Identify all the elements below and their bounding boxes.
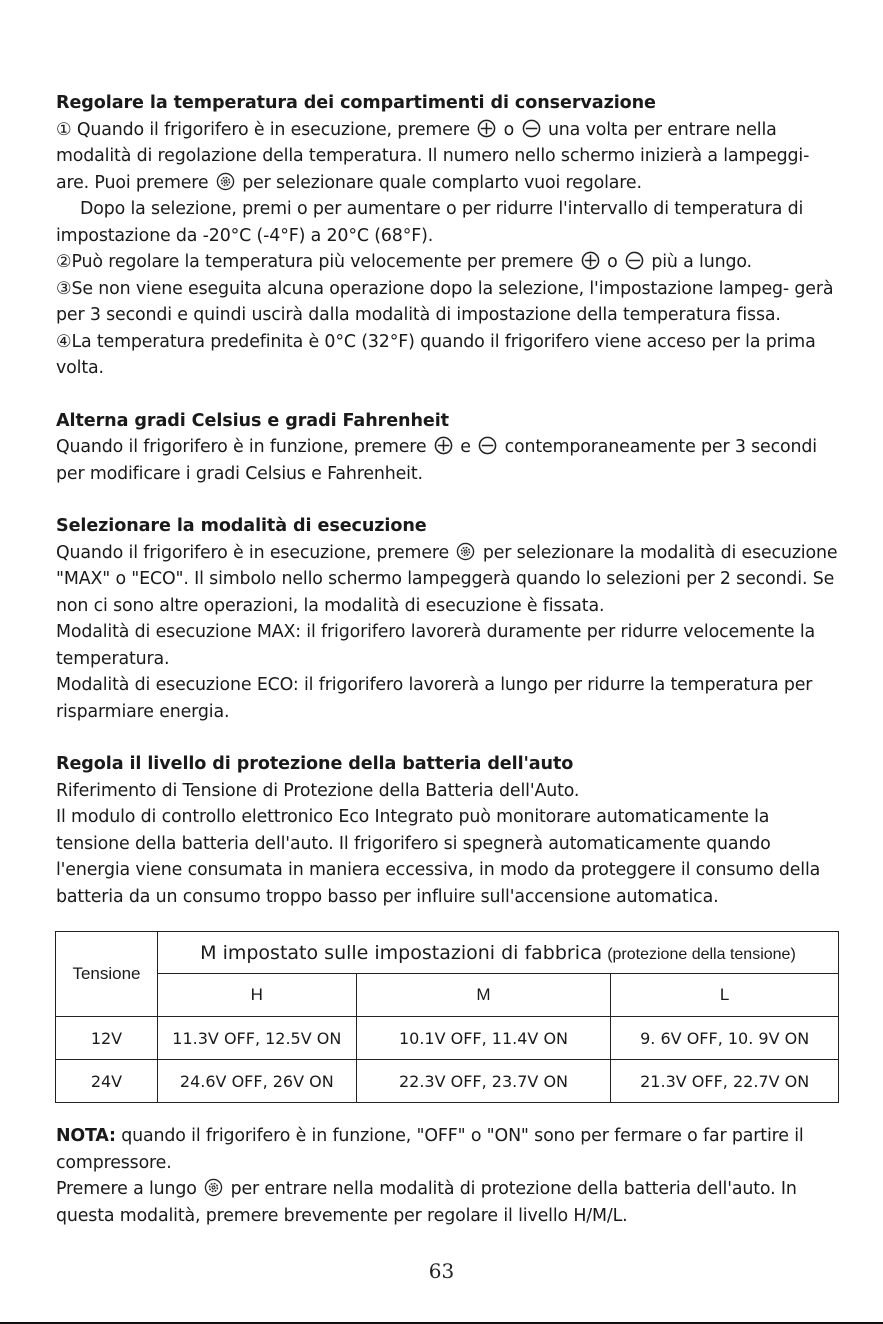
- paragraph: ③Se non viene eseguita alcuna operazione dopo la selezione, l'impostazione lampeg- gerà per 3 secondi e quindi uscirà dalla modalità di impostazione della temperatura fissa.: [56, 278, 834, 325]
- manual-content: [56, 90, 846, 910]
- settings-gear-icon: [216, 172, 235, 191]
- page-number: 63: [428, 1259, 455, 1283]
- paragraph: [56, 1176, 846, 1229]
- l-cell: 9. 6V OFF, 10. 9V ON: [611, 1017, 839, 1060]
- m-cell: 10.1V OFF, 11.4V ON: [356, 1017, 611, 1060]
- level-header-h: H: [157, 974, 356, 1017]
- paragraph: Riferimento di Tensione di Protezione della Batteria dell'Auto.: [56, 780, 580, 801]
- paragraph: [56, 434, 846, 487]
- paragraph: [56, 540, 846, 620]
- paragraph: Il modulo di controllo elettronico Eco Integrato può monitorare automaticamente la tensione della batteria dell'auto. Il frigorifero si spegnerà automaticamente quando l'energia viene consumata in maniera eccessiva, in modo da proteggere il consumo della batteria da un consumo troppo basso per influire sull'accensione automatica.: [56, 807, 821, 907]
- l-cell: 21.3V OFF, 22.7V ON: [611, 1060, 839, 1103]
- section-title-units: Alterna gradi Celsius e gradi Fahrenheit: [56, 410, 449, 431]
- text: più a lungo.: [651, 252, 752, 272]
- paragraph: Dopo la selezione, premi o per aumentare o per ridurre l'intervallo di temperatura di impostazione da -20°C (-4°F) a 20°C (68°F).: [56, 199, 804, 246]
- paragraph: Modalità di esecuzione MAX: il frigorifero lavorerà duramente per ridurre velocemente la temperatura.: [56, 622, 816, 669]
- note-label: NOTA:: [56, 1126, 116, 1146]
- paragraph: [56, 1123, 846, 1176]
- voltage-cell: 24V: [56, 1060, 158, 1103]
- tension-header: Tensione: [56, 932, 158, 1017]
- text: o: [607, 252, 618, 272]
- note-block: [56, 1123, 846, 1229]
- paragraph: [56, 249, 846, 276]
- level-header-l: L: [611, 974, 839, 1017]
- text: Premere a lungo: [56, 1179, 197, 1199]
- table-row: [56, 1017, 839, 1060]
- settings-gear-icon: [204, 1178, 223, 1197]
- minus-circle-icon: [478, 436, 497, 455]
- factory-header-note: (protezione della tensione): [607, 945, 796, 963]
- h-cell: 11.3V OFF, 12.5V ON: [157, 1017, 356, 1060]
- text: e: [460, 437, 471, 457]
- text: Quando il frigorifero è in funzione, premere: [56, 437, 427, 457]
- plus-circle-icon: [477, 119, 496, 138]
- section-title-temperature: Regolare la temperatura dei compartimenti di conservazione: [56, 93, 656, 113]
- text: contemporaneamente per 3 secondi per modificare i gradi Celsius e Fahrenheit.: [56, 437, 817, 484]
- h-cell: 24.6V OFF, 26V ON: [157, 1060, 356, 1103]
- paragraph: ④La temperatura predefinita è 0°C (32°F) quando il frigorifero viene acceso per la prima volta.: [56, 331, 816, 378]
- text: ① Quando il frigorifero è in esecuzione, premere: [56, 119, 470, 140]
- text: per selezionare la modalità di esecuzione "MAX" o "ECO". Il simbolo nello schermo lampeggerà quando lo selezioni per 2 secondi. Se non ci sono altre operazioni, la modalità di esecuzione è fissata.: [56, 542, 838, 616]
- plus-circle-icon: [581, 251, 600, 270]
- text: Quando il frigorifero è in esecuzione, premere: [56, 542, 450, 563]
- level-header-m: M: [356, 974, 611, 1017]
- plus-circle-icon: [434, 436, 453, 455]
- text: per selezionare quale complarto vuoi regolare.: [242, 172, 642, 193]
- text: una volta per entrare nella modalità di regolazione della temperatura. Il numero nello schermo inizierà a lampeggi- are. Puoi premere: [56, 119, 810, 193]
- voltage-cell: 12V: [56, 1017, 158, 1060]
- paragraph: [56, 117, 846, 197]
- settings-gear-icon: [456, 542, 475, 561]
- minus-circle-icon: [522, 119, 541, 138]
- battery-protection-table: [55, 931, 839, 1103]
- text: per entrare nella modalità di protezione della batteria dell'auto. In questa modalità, premere brevemente per regolare il livello H/M/L.: [56, 1179, 797, 1226]
- text: quando il frigorifero è in funzione, "OFF" o "ON" sono per fermare o far partire il compressore.: [56, 1126, 804, 1173]
- section-title-battery: Regola il livello di protezione della batteria dell'auto: [56, 754, 574, 774]
- minus-circle-icon: [625, 251, 644, 270]
- table-row: [56, 1060, 839, 1103]
- text: ②Può regolare la temperatura più velocemente per premere: [56, 252, 574, 272]
- text: o: [503, 119, 515, 140]
- paragraph: Modalità di esecuzione ECO: il frigorifero lavorerà a lungo per ridurre la temperatura per risparmiare energia.: [56, 675, 813, 722]
- factory-header: [157, 932, 838, 974]
- section-title-mode: Selezionare la modalità di esecuzione: [56, 516, 427, 536]
- m-cell: 22.3V OFF, 23.7V ON: [356, 1060, 611, 1103]
- factory-header-main: M impostato sulle impostazioni di fabbrica: [200, 941, 603, 964]
